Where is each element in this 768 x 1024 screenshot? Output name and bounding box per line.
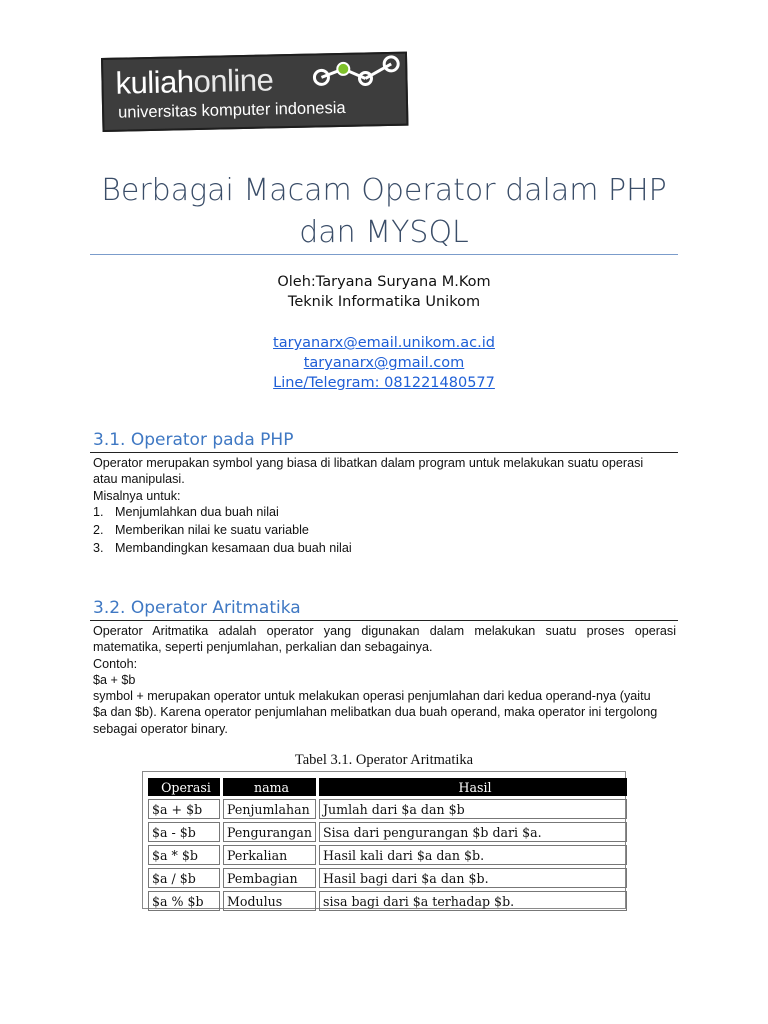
title-line-2: dan MYSQL (299, 215, 469, 250)
logo-tagline: universitas komputer indonesia (117, 98, 346, 122)
operator-table (145, 775, 630, 914)
list-item: 1. Menjumlahkan dua buah nilai (93, 504, 279, 519)
table-row (148, 822, 627, 842)
logo-brand-part1: kuliah (115, 64, 194, 101)
column-header-nama: nama (223, 778, 316, 796)
contact-link-telegram[interactable]: Line/Telegram: 081221480577 (273, 375, 495, 391)
table-cell: Perkalian (223, 845, 316, 865)
list-item: 3. Membandingkan kesamaan dua buah nilai (93, 541, 352, 556)
section-3-2-body (93, 623, 676, 737)
table-cell: Modulus (223, 891, 316, 911)
column-header-operasi: Operasi (148, 778, 220, 796)
column-header-hasil: Hasil (319, 778, 627, 796)
section-heading-3-2: 3.2. Operator Aritmatika (93, 598, 301, 618)
email-link-gmail[interactable]: taryanarx@gmail.com (303, 355, 465, 371)
paragraph-line: atau manipulasi. (93, 472, 185, 487)
table-row (148, 868, 627, 888)
section-divider-3-1 (90, 452, 678, 453)
document-title (90, 170, 678, 254)
paragraph-line: matematika, seperti penjumlahan, perkalian dan sebagainya. (93, 640, 433, 655)
paragraph-line: symbol + merupakan operator untuk melakukan operasi penjumlahan dari kedua operand-nya (yaitu (93, 689, 651, 704)
kuliahonline-logo (101, 52, 408, 132)
table-cell: Sisa dari pengurangan $b dari $a. (319, 822, 627, 842)
paragraph-line: Contoh: (93, 656, 138, 671)
section-divider-3-2 (90, 620, 678, 621)
logo-brand-part2: online (193, 62, 274, 100)
table-header-row (148, 778, 627, 796)
section-3-1-body (93, 455, 676, 557)
table-row (148, 845, 627, 865)
table-cell: $a % $b (148, 891, 220, 911)
table-cell: $a * $b (148, 845, 220, 865)
table-cell: Hasil bagi dari $a dan $b. (319, 868, 627, 888)
table-cell: Jumlah dari $a dan $b (319, 799, 627, 819)
paragraph-line: Operator Aritmatika adalah operator yang digunakan dalam melakukan suatu proses operasi (93, 624, 676, 638)
molecule-icon (309, 54, 408, 102)
author-name: Oleh:Taryana Suryana M.Kom (277, 274, 491, 290)
table-row (148, 799, 627, 819)
table-cell: $a - $b (148, 822, 220, 842)
logo-brand (115, 62, 273, 101)
table-cell: Penjumlahan (223, 799, 316, 819)
table-cell: Pengurangan (223, 822, 316, 842)
table-caption: Tabel 3.1. Operator Aritmatika (294, 752, 474, 768)
paragraph-line: Operator merupakan symbol yang biasa di libatkan dalam program untuk melakukan suatu operasi (93, 456, 644, 470)
paragraph-line: $a dan $b). Karena operator penjumlahan melibatkan dua buah operand, maka operator ini tergolong (93, 705, 658, 720)
table-row (148, 891, 627, 911)
table-cell: Hasil kali dari $a dan $b. (319, 845, 627, 865)
table-cell: $a + $b (148, 799, 220, 819)
email-link-unikom[interactable]: taryanarx@email.unikom.ac.id (273, 335, 495, 351)
paragraph-line: sebagai operator binary. (93, 721, 228, 736)
code-example: $a + $b (93, 672, 136, 687)
table-cell: Pembagian (223, 868, 316, 888)
list-item: 2. Memberikan nilai ke suatu variable (93, 523, 309, 538)
title-line-1: Berbagai Macam Operator dalam PHP (101, 173, 667, 208)
table-cell: sisa bagi dari $a terhadap $b. (319, 891, 627, 911)
paragraph-line: Misalnya untuk: (93, 488, 181, 503)
title-divider (90, 254, 678, 255)
table-cell: $a / $b (148, 868, 220, 888)
section-heading-3-1: 3.1. Operator pada PHP (93, 430, 294, 450)
author-department: Teknik Informatika Unikom (287, 294, 481, 310)
